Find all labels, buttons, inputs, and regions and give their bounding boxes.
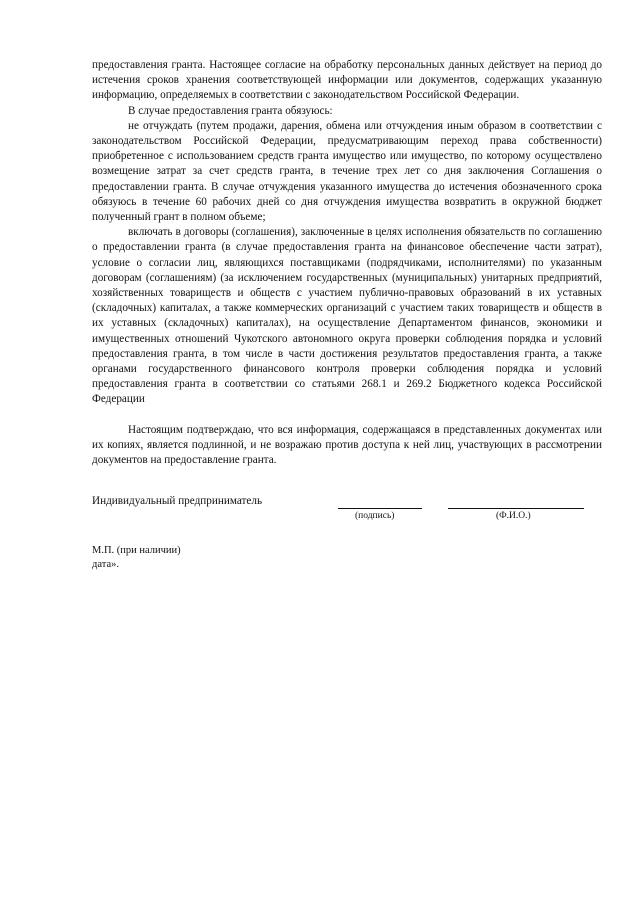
name-line [448,508,584,509]
spacer [92,468,602,494]
signature-line [338,508,422,509]
document-page [92,58,602,572]
signature-row [92,494,602,510]
date-line: дата». [92,559,119,571]
spacer [92,408,602,423]
name-caption: (Ф.И.О.) [496,511,531,522]
signature-caption: (подпись) [355,511,395,522]
signature-captions [92,510,602,524]
paragraph-contract-terms: включать в договоры (соглашения), заключенные в целях исполнения обязательств по соглашению о предоставлении гранта (в случае предоставления гранта на финансовое обеспечение части затрат), условие о согласии лиц, являющихся поставщиками (подрядчиками, исполнителями) по указанным договорам (соглашениям) (за исключением государственных (муниципальных) унитарных предприятий, хозяйственных товариществ и обществ с участием публично-правовых образований в их уставных (складочных) капиталах, а также коммерческих организаций с участием таких товариществ и обществ в их уставных (складочных) капиталах), на осуществление Департаментом финансов, экономики и имущественных отношений Чукотского автономного округа проверки соблюдения порядка и условий предоставления гранта, в том числе в части достижения результатов предоставления гранта, а также органами государственного финансового контроля проверки соблюдения порядка и условий предоставления гранта в соответствии со статьями 268.1 и 269.2 Бюджетного кодекса Российской Федерации [92,226,602,406]
signer-label: Индивидуальный предприниматель [92,495,263,508]
paragraph-no-alienation: не отчуждать (путем продажи, дарения, обмена или отчуждения иным образом в соответствии с законодательством Российской Федерации, предусматривающим переход права собственности) приобретенное с использованием средств гранта имущество или имущество, по которому осуществлено возмещение затрат за счет средств гранта, в течение трех лет со дня заключения Соглашения о предоставлении гранта. В случае отчуждения указанного имущества до истечения обозначенного срока обязуюсь в течение 60 рабочих дней со дня отчуждения имущества возвратить в окружной бюджет полученный грант в полном объеме; [92,119,602,224]
paragraph-obligations-intro: В случае предоставления гранта обязуюсь: [128,104,333,117]
paragraph-consent-period: предоставления гранта. Настоящее согласие на обработку персональных данных действует на период до истечения сроков хранения соответствующей информации или документов, содержащих указанную информацию, определяемых в соответствии с законодательством Российской Федерации. [92,59,602,102]
stamp-line: М.П. (при наличии) [92,545,181,557]
paragraph-confirmation: Настоящим подтверждаю, что вся информация, содержащаяся в представленных документах или их копиях, является подлинной, и не возражаю против доступа к ней лиц, участвующих в рассмотрении документов на предоставление гранта. [92,423,602,467]
stamp-block [92,544,602,572]
